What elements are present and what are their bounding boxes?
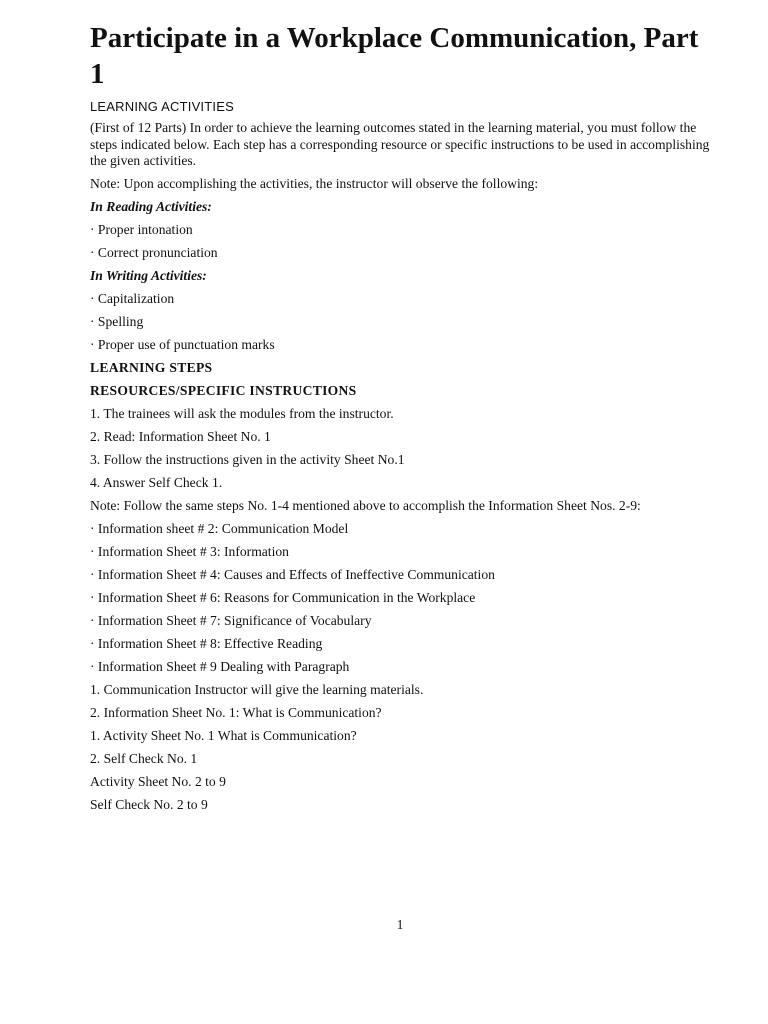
- writing-item: · Proper use of punctuation marks: [90, 337, 275, 352]
- learning-steps-heading: LEARNING STEPS: [90, 360, 213, 375]
- page-number: 1: [396, 917, 404, 932]
- resource-item: Self Check No. 2 to 9: [90, 797, 208, 812]
- observe-note: Note: Upon accomplishing the activities, the instructor will observe the following:: [90, 176, 539, 191]
- resource-item: 2. Self Check No. 1: [90, 751, 198, 766]
- steps-note: Note: Follow the same steps No. 1-4 mentioned above to accomplish the Information Sheet Nos. 2-9:: [90, 498, 641, 513]
- step-item: 4. Answer Self Check 1.: [90, 475, 223, 490]
- info-sheet-item: · Information Sheet # 8: Effective Reading: [90, 636, 323, 651]
- resource-item: Activity Sheet No. 2 to 9: [90, 774, 226, 789]
- step-item: 3. Follow the instructions given in the activity Sheet No.1: [90, 452, 405, 467]
- resource-item: 2. Information Sheet No. 1: What is Communication?: [90, 705, 382, 720]
- resource-item: 1. Activity Sheet No. 1 What is Communication?: [90, 728, 357, 743]
- info-sheet-item: · Information sheet # 2: Communication Model: [90, 521, 349, 536]
- step-item: 1. The trainees will ask the modules from the instructor.: [90, 406, 394, 421]
- writing-heading: In Writing Activities:: [90, 268, 207, 283]
- info-sheet-list: [90, 521, 720, 676]
- section-label: LEARNING ACTIVITIES: [90, 99, 234, 114]
- resources-list: [90, 682, 720, 814]
- info-sheet-item: · Information Sheet # 6: Reasons for Communication in the Workplace: [90, 590, 476, 605]
- reading-item: · Proper intonation: [90, 222, 193, 237]
- writing-list: [90, 291, 720, 354]
- resources-heading: RESOURCES/SPECIFIC INSTRUCTIONS: [90, 383, 357, 398]
- info-sheet-item: · Information Sheet # 3: Information: [90, 544, 289, 559]
- document-title: Participate in a Workplace Communication, Part 1: [90, 22, 699, 90]
- writing-item: · Spelling: [90, 314, 144, 329]
- step-item: 2. Read: Information Sheet No. 1: [90, 429, 271, 444]
- info-sheet-item: · Information Sheet # 4: Causes and Effects of Ineffective Communication: [90, 567, 495, 582]
- steps-list: [90, 406, 720, 492]
- info-sheet-item: · Information Sheet # 9 Dealing with Paragraph: [90, 659, 350, 674]
- reading-list: [90, 222, 720, 262]
- document-page: [90, 20, 720, 820]
- writing-item: · Capitalization: [90, 291, 175, 306]
- info-sheet-item: · Information Sheet # 7: Significance of Vocabulary: [90, 613, 372, 628]
- intro-paragraph: (First of 12 Parts) In order to achieve the learning outcomes stated in the learning material, you must follow the steps indicated below. Each step has a corresponding resource or specific instructions to be used in accomplishing the given activities.: [90, 120, 710, 168]
- resource-item: 1. Communication Instructor will give the learning materials.: [90, 682, 424, 697]
- reading-heading: In Reading Activities:: [90, 199, 212, 214]
- reading-item: · Correct pronunciation: [90, 245, 218, 260]
